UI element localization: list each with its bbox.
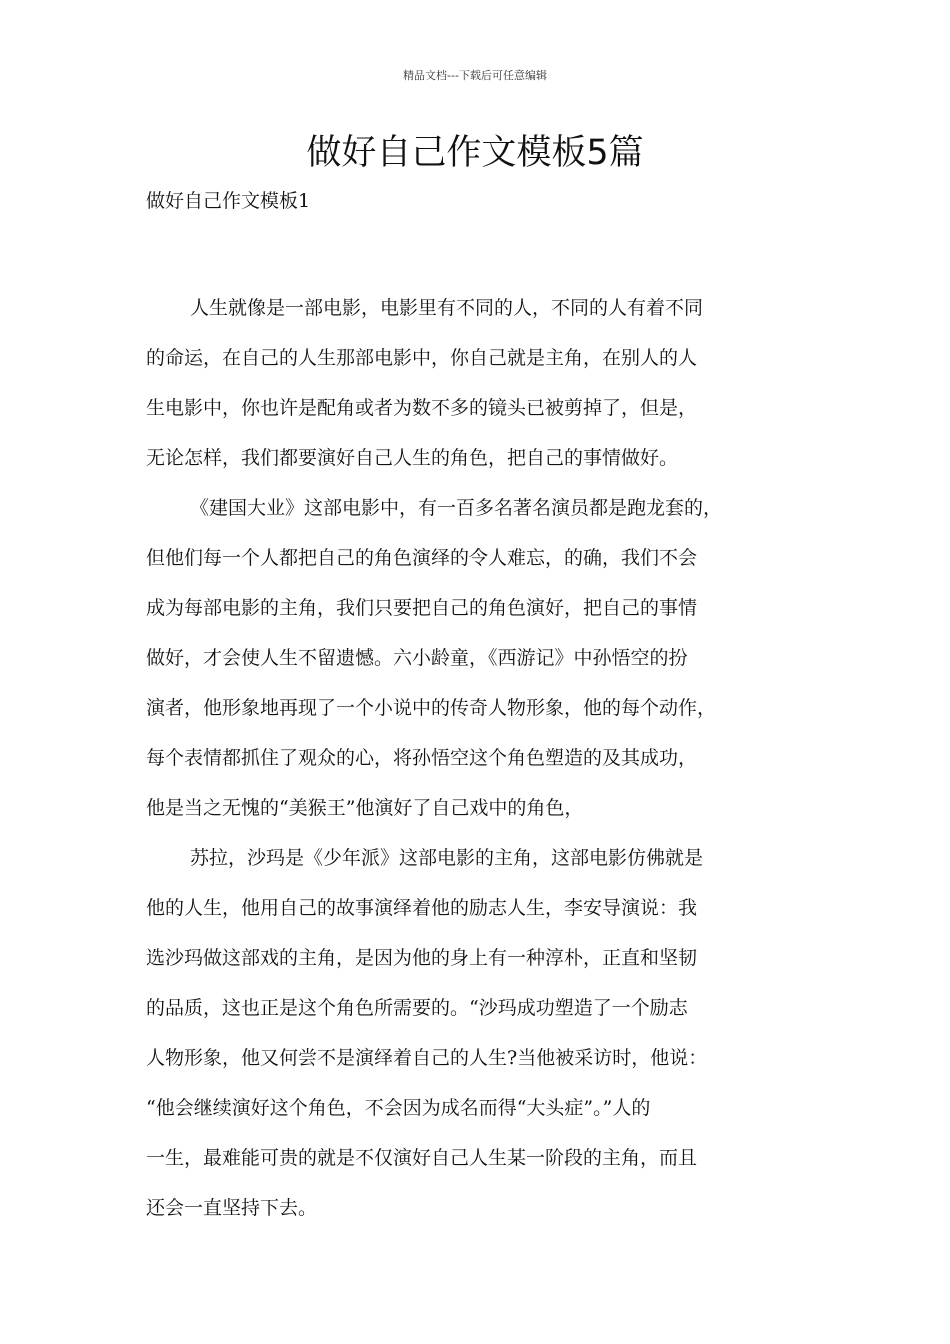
paragraph-3 <box>146 833 818 1233</box>
paragraph-2 <box>146 483 818 833</box>
paragraph-line: 还会一直坚持下去。 <box>146 1197 318 1219</box>
paragraph-line: 他的人生，他用自己的故事演绎着他的励志人生，李安导演说：我 <box>146 897 698 919</box>
paragraph-1 <box>146 283 818 483</box>
paragraph-line: “他会继续演好这个角色，不会因为成名而得“大头症”。”人的 <box>146 1097 651 1119</box>
paragraph-line: 选沙玛做这部戏的主角，是因为他的身上有一种淳朴，正直和坚韧 <box>146 947 698 969</box>
paragraph-line: 人生就像是一部电影，电影里有不同的人，不同的人有着不同 <box>190 297 704 319</box>
paragraph-line: 每个表情都抓住了观众的心，将孙悟空这个角色塑造的及其成功， <box>146 747 698 769</box>
paragraph-line: 一生，最难能可贵的就是不仅演好自己人生某一阶段的主角，而且 <box>146 1147 698 1169</box>
section-subtitle: 做好自己作文模板1 <box>146 190 311 212</box>
document-body <box>146 283 818 1233</box>
header-note: 精品文档---下载后可任意编辑 <box>403 69 547 82</box>
paragraph-line: 成为每部电影的主角，我们只要把自己的角色演好，把自己的事情 <box>146 597 698 619</box>
paragraph-line: 苏拉，沙玛是《少年派》这部电影的主角，这部电影仿佛就是 <box>190 847 704 869</box>
paragraph-line: 《建国大业》这部电影中，有一百多名著名演员都是跑龙套的， <box>190 497 723 519</box>
paragraph-line: 的品质，这也正是这个角色所需要的。“沙玛成功塑造了一个励志 <box>146 997 688 1019</box>
paragraph-line: 的命运，在自己的人生那部电影中，你自己就是主角，在别人的人 <box>146 347 698 369</box>
paragraph-line: 演者，他形象地再现了一个小说中的传奇人物形象，他的每个动作， <box>146 697 717 719</box>
paragraph-line: 他是当之无愧的“美猴王”他演好了自己戏中的角色， <box>146 797 584 819</box>
paragraph-line: 但他们每一个人都把自己的角色演绎的令人难忘，的确，我们不会 <box>146 547 698 569</box>
paragraph-line: 无论怎样，我们都要演好自己人生的角色，把自己的事情做好。 <box>146 447 679 469</box>
paragraph-line: 人物形象，他又何尝不是演绎着自己的人生?当他被采访时，他说： <box>146 1047 708 1069</box>
paragraph-line: 生电影中，你也许是配角或者为数不多的镜头已被剪掉了，但是， <box>146 397 698 419</box>
paragraph-line: 做好，才会使人生不留遗憾。六小龄童，《西游记》中孙悟空的扮 <box>146 647 688 669</box>
document-title: 做好自己作文模板5篇 <box>306 133 644 173</box>
